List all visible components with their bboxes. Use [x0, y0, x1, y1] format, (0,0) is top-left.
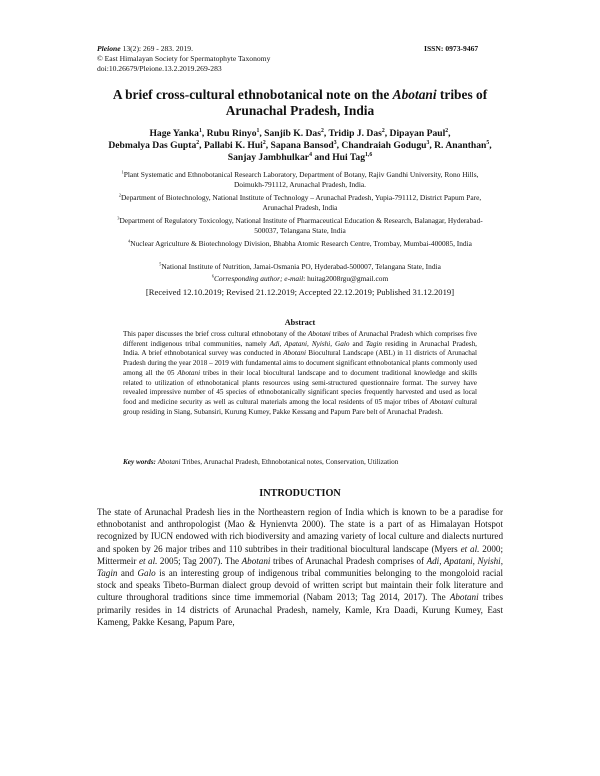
abstract-italic: Abotani: [429, 397, 453, 406]
paper-title: [80, 87, 520, 119]
author-affil: 2: [262, 140, 266, 147]
author-affil: 2: [381, 127, 385, 134]
title-part: A brief cross-cultural ethnobotanical note on the: [112, 87, 393, 102]
author-affil: 2: [320, 127, 324, 134]
journal-name: Pleione: [97, 44, 121, 53]
body-text: tribes of Arunachal Pradesh comprises of: [270, 555, 427, 566]
affil-number: 2: [118, 192, 121, 198]
keywords-text: Tribes, Arunachal Pradesh, Ethnobotanical notes, Conservation, Utilization: [180, 458, 399, 466]
abstract-italic: Abotani: [283, 349, 307, 358]
citation-line: [97, 44, 270, 54]
author-affil: 1,6: [365, 152, 373, 159]
body-text: and: [117, 568, 138, 579]
abstract-text: Biocultural Landscape (ABL) in 11 districts of Arunachal Pradesh during the year 2018 – 2019 with fundamental aims to document significant ethnobotanical plants commonly used among all the 05: [123, 349, 477, 377]
author: Dipayan Paul: [389, 128, 446, 139]
keywords-label: Key words:: [123, 458, 156, 466]
abstract-italic: Abotani: [308, 330, 331, 338]
affil-text: Nuclear Agriculture & Biotechnology Division, Bhabha Atomic Research Centre, Trombay, Mumbai-400085, India: [130, 239, 472, 248]
journal-header: [97, 44, 270, 74]
affiliation-4: [108, 239, 492, 249]
author-affil: 1: [256, 127, 260, 134]
affil-text: Department of Biotechnology, National Institute of Technology – Arunachal Pradesh, Yupia-791112, District Papum Pare, Arunachal Pradesh, India: [120, 193, 482, 212]
author-affil: 2: [445, 127, 449, 134]
author: Hui Tag: [332, 152, 366, 164]
keywords: [123, 458, 477, 468]
society-line: © East Himalayan Society for Spermatophyte Taxonomy: [97, 54, 271, 63]
abstract-text: This paper discusses the brief cross cultural ethnobotany of the: [123, 330, 308, 338]
body-italic: et al.: [138, 555, 158, 566]
author: Debmalya Das Gupta: [108, 140, 197, 152]
author: Sanjay Jambhulkar: [227, 152, 310, 164]
author-affil: 5: [486, 140, 490, 147]
body-italic: et al.: [460, 543, 480, 554]
author-affil: 2: [196, 140, 200, 147]
abstract-heading: Abstract: [284, 318, 316, 327]
body-italic: Abotani: [449, 592, 479, 603]
body-text: tribes primarily resides in 14 districts of Arunachal Pradesh, namely, Kamle, Kra Daadi, Kurung Kumey, East Kameng, Pakke Kesang, Papum Pare,: [97, 592, 503, 627]
corresponding-label: Corresponding author; e-mail: [213, 274, 304, 283]
abstract-body: [123, 330, 477, 417]
body-text: 2005; Tag 2007). The: [157, 555, 242, 566]
abstract-text: and: [349, 339, 366, 348]
title-line2: Arunachal Pradesh, India: [225, 103, 375, 118]
abstract-italic: Abotani: [177, 368, 201, 377]
body-text: 2000; Mittermeir: [97, 543, 503, 566]
affiliation-5: [108, 262, 492, 272]
affil-number: 5: [159, 261, 162, 267]
author: Tridip J. Das: [328, 128, 382, 139]
body-italic: Abotani: [241, 555, 271, 566]
affil-number: 1: [121, 169, 124, 175]
author-affil: 4: [309, 152, 312, 159]
author: Chandraiah Godugu: [341, 140, 427, 152]
affil-number: 4: [128, 238, 131, 244]
body-text: The state of Arunachal Pradesh lies in the Northeastern region of India which is known to be a paradise for ethnobotanist and anthropologist (Mao & Hynienvta 2000). The state is a part of as Himalayan Hotspot recognized by IUCN endowed with rich biodiversity and amazing variety of local culture and dialects nurtured and spoken by 26 major tribes and 110 subtribes in their traditional biocultural landscape (Myers: [97, 507, 503, 554]
abstract-italic: Adi, Apatani, Nyishi, Galo: [269, 339, 350, 348]
affil-text: Department of Regulatory Toxicology, National Institute of Pharmaceutical Education & Research, Balanagar, Hyderabad-500037, Telangana State, India: [119, 216, 483, 235]
author: Hage Yanka: [149, 128, 199, 139]
keyword-italic: Abotani: [157, 458, 181, 466]
issn: ISSN: 0973-9467: [424, 44, 479, 53]
doi-line: doi:10.26679/Pleione.13.2.2019.269-283: [97, 64, 222, 73]
affil-text: National Institute of Nutrition, Jamai-Osmania PO, Hyderabad-500007, Telangana State, India: [161, 262, 441, 271]
publication-dates: [Received 12.10.2019; Revised 21.12.2019; Accepted 22.12.2019; Published 31.12.2019]: [145, 287, 455, 297]
affil-number: 3: [117, 215, 120, 221]
corresponding-email: : huitag2008rgu@gmail.com: [303, 274, 389, 283]
author-list: Hage Yanka$^1$, Rubu Rinyo$^1$, Sanjib K. Das$^2$, Tridip J. Das$^2$, Dipayan Paul$^2$, Debmalya Das Gupta$^2$, Pallabi K. Hui$^2$, Sapana Bansod$^3$, Chandraiah Godugu$^3$, R. Ananthan$^5$, Sanjay Jambhulkar$^4$ and Hui Tag$^{1,6}$: [108, 127, 492, 164]
author-affil: 3: [333, 140, 337, 147]
affil-text: Plant Systematic and Ethnobotanical Research Laboratory, Department of Botany, Rajiv Gandhi University, Rono Hills, Doimukh-791112, Arunachal Pradesh, India.: [123, 170, 479, 189]
abstract-text: tribes of Arunachal Pradesh which comprises five different indigenous tribal communities, namely: [123, 330, 477, 348]
author: Rubu Rinyo: [206, 128, 257, 139]
author: Sapana Bansod: [270, 140, 334, 152]
affiliation-3: [108, 216, 492, 235]
abstract-text: cultural group residing in Siang, Subansiri, Kurung Kumey, Pakke Kessang and Papum Pare belt of Arunachal Pradesh.: [123, 397, 477, 416]
affiliation-2: [108, 193, 492, 212]
abstract-text: residing in Arunachal Pradesh, India. A brief ethnobotanical survey was conducted in: [123, 339, 477, 358]
author: Sanjib K. Das: [264, 128, 321, 139]
author: R. Ananthan: [434, 140, 487, 152]
abstract-italic: Tagin: [365, 339, 383, 348]
citation: 13(2): 269 - 283. 2019.: [120, 44, 193, 53]
body-italic: Galo: [137, 568, 156, 579]
body-italic: Adi, Apatani, Nyishi, Tagin: [97, 555, 503, 579]
body-text: is an interesting group of indigenous tribal communities belonging to the mongoloid racial stock and speaks Tibeto-Burman dialect group devoid of written script but maintain their folk literature and culture throughoral traditions since time immemorial (Nabam 2013; Tag 2014, 2017). The: [97, 568, 503, 603]
introduction-heading: INTRODUCTION: [259, 488, 341, 499]
author-affil: 1: [198, 127, 202, 134]
introduction-body: [97, 506, 503, 628]
abstract-text: tribes in their local biocultural landscape and to document traditional knowledge and skills related to utilization of ethnobotanical plants resources using semi-structured questionnaire format. The survey have revealed impressive number of 45 species of ethnobotanically significant species frequently harvested and used as local food and medicine security as well as cultural materials among the local residents of 05 major tribes of: [123, 368, 477, 406]
affil-number: 6: [211, 273, 214, 279]
affiliation-6: [108, 274, 492, 284]
title-part: tribes of: [436, 87, 488, 102]
author: Pallabi K. Hui: [203, 140, 263, 152]
title-italic: Abotani: [392, 87, 437, 102]
author-affil: 3: [426, 140, 430, 147]
affiliation-1: [108, 170, 492, 189]
